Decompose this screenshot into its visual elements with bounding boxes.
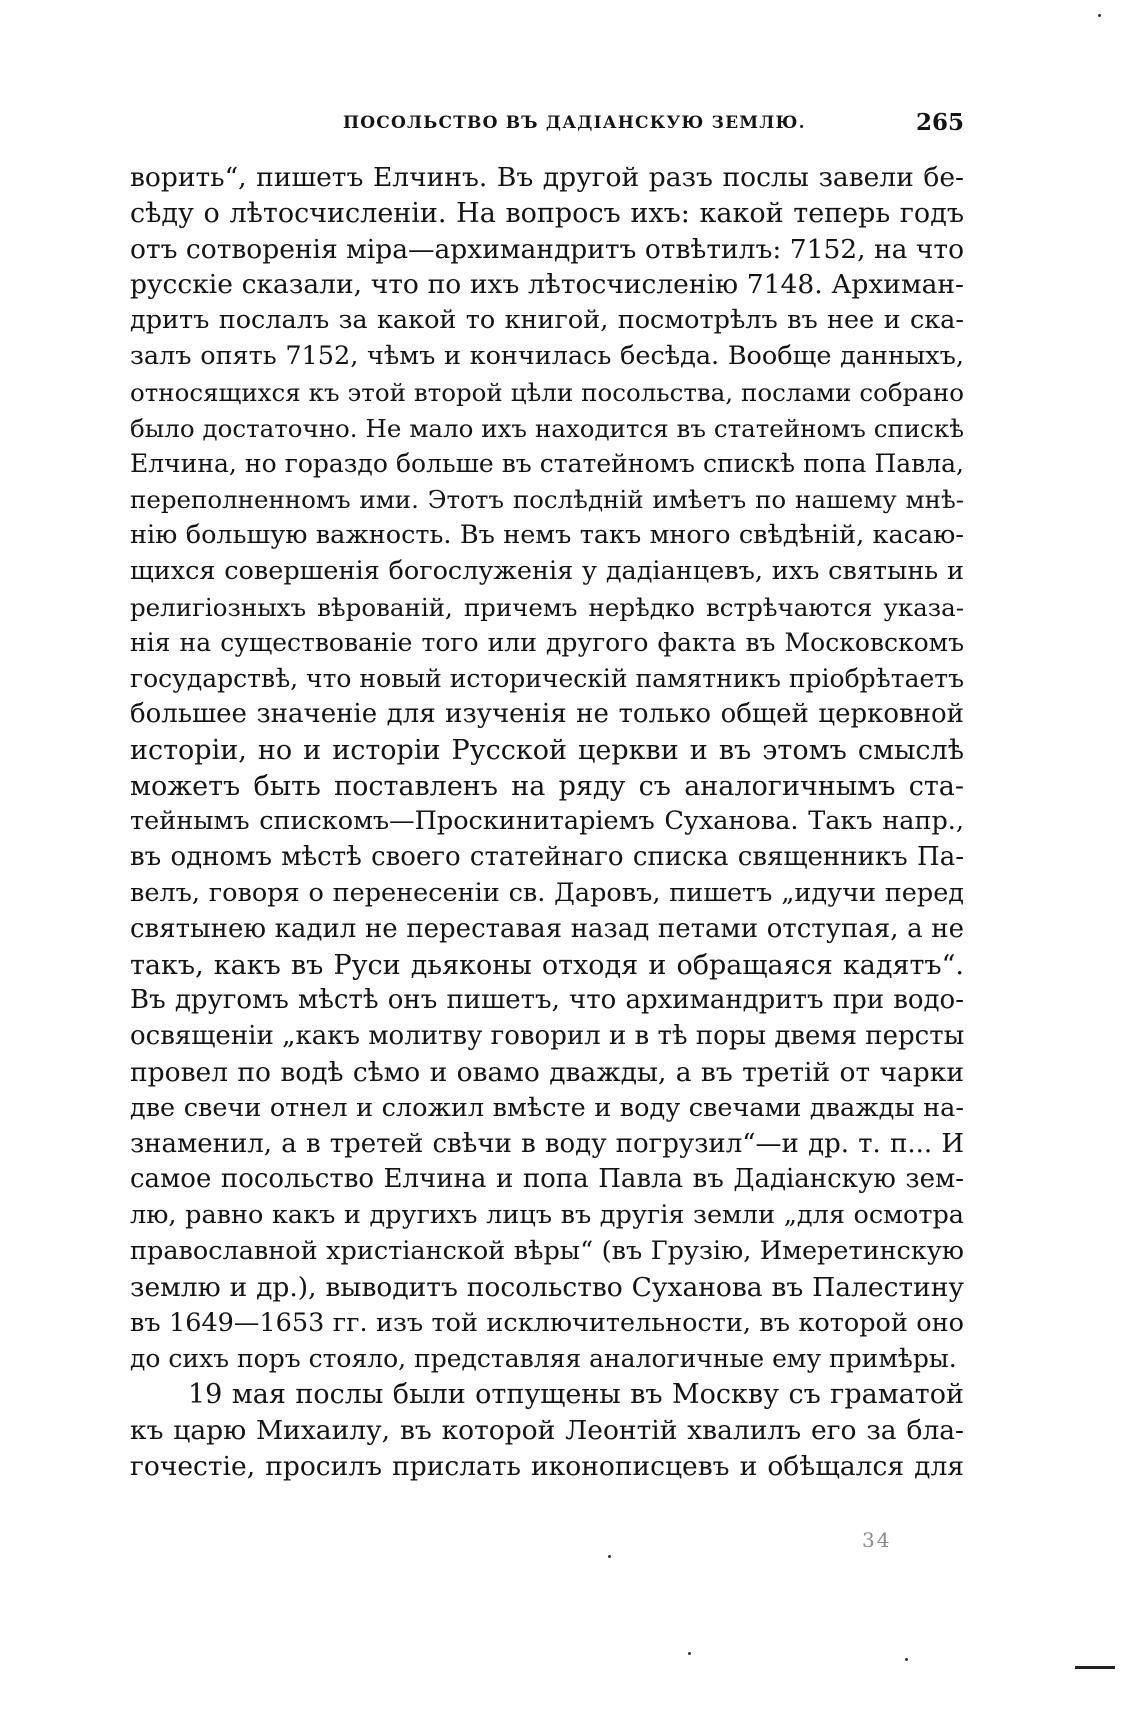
text-line: въ 1649—1653 гг. изъ той исключительности, въ которой оно (130, 1307, 964, 1338)
text-line: относящихся къ этой второй цѣли посольства, послами собрано (130, 377, 964, 407)
text-line: такъ, какъ въ Руси дьяконы отходя и обращаяся кадятъ“. (130, 949, 964, 981)
text-line: гочестіе, просилъ прислать иконописцевъ и обѣщался для (130, 1450, 964, 1482)
text-line: щихся совершенія богослуженія у дадіанцевъ, ихъ святынь и (130, 555, 964, 586)
text-line: религіозныхъ вѣрованій, причемъ нерѣдко встрѣчаются указа- (130, 592, 964, 622)
text-line: большее значеніе для изученія не только общей церковной (130, 698, 964, 729)
text-line: государствѣ, что новый историческій памятникъ пріобрѣтаетъ (130, 664, 964, 694)
text-line: освященіи „какъ молитву говорил и в тѣ поры двемя персты (130, 1021, 964, 1052)
text-line: въ одномъ мѣстѣ своего статейнаго списка священникъ Па- (130, 842, 964, 873)
text-line: Елчина, но гораздо больше въ статейномъ спискѣ попа Павла, (130, 449, 964, 479)
text-line: тейнымъ спискомъ—Проскинитаріемъ Суханова. Такъ напр., (130, 806, 964, 837)
page-number: 265 (915, 109, 964, 136)
text-line: было достаточно. Не мало ихъ находится въ статейномъ спискѣ (130, 413, 964, 443)
text-line: самое посольство Елчина и попа Павла въ Дадіанскую зем- (130, 1164, 964, 1195)
text-line: сѣду о лѣтосчисленіи. На вопросъ ихъ: какой теперь годъ (130, 197, 964, 229)
text-line: Въ другомъ мѣстѣ онъ пишетъ, что архимандритъ при водо- (130, 985, 964, 1016)
ink-speck (1098, 14, 1101, 17)
text-line: православной христіанской вѣры“ (въ Грузію, Имеретинскую (130, 1235, 964, 1266)
text-line: исторіи, но и исторіи Русской церкви и въ этомъ смыслѣ (130, 734, 964, 766)
ink-speck (608, 1555, 611, 1558)
text-line: отъ сотворенія міра—архимандритъ отвѣтилъ: 7152, на что (130, 233, 964, 265)
text-line: провел по водѣ сѣмо и овамо дважды, а въ третій от чарки (130, 1056, 964, 1088)
edge-rule (1075, 1666, 1115, 1669)
text-line: ворить“, пишетъ Елчинъ. Въ другой разъ послы завели бе- (130, 162, 964, 193)
text-line-paragraph-start: 19 мая послы были отпущены въ Москву съ граматой (188, 1379, 964, 1411)
text-line-paragraph-end: до сихъ поръ стояло, представляя аналогичные ему примѣры. (130, 1344, 957, 1374)
text-line: землю и др.), выводитъ посольство Суханова въ Палестину (130, 1271, 964, 1303)
signature-mark: 34 (862, 1528, 892, 1552)
running-head (130, 109, 964, 143)
body-text (130, 160, 964, 1484)
text-line: знаменил, а в третей свѣчи в воду погрузил“—и др. т. п... И (130, 1128, 964, 1159)
text-line: можетъ быть поставленъ на ряду съ аналогичнымъ ста- (130, 770, 964, 802)
ink-speck (905, 1658, 908, 1661)
text-line: святынею кадил не переставая назад петами отступая, а не (130, 913, 964, 944)
text-line: дритъ послалъ за какой то книгой, посмотрѣлъ въ нее и ска- (130, 305, 964, 336)
running-title: ПОСОЛЬСТВО ВЪ ДАДІАНСКУЮ ЗЕМЛЮ. (343, 113, 806, 133)
text-line: нію большую важность. Въ немъ такъ много свѣдѣній, касаю- (130, 519, 964, 550)
text-line: две свечи отнел и сложил вмѣсте и воду свечами дважды на- (130, 1092, 964, 1123)
text-line: русскіе сказали, что по ихъ лѣтосчисленію 7148. Архиман- (130, 269, 964, 301)
text-line: залъ опять 7152, чѣмъ и кончилась бесѣда. Вообще данныхъ, (130, 340, 964, 371)
text-line: велъ, говоря о перенесеніи св. Даровъ, пишетъ „идучи перед (130, 877, 964, 908)
ink-speck (688, 1652, 691, 1655)
text-line: лю, равно какъ и другихъ лицъ въ другія земли „для осмотра (130, 1200, 964, 1231)
text-line: переполненномъ ими. Этотъ послѣдній имѣетъ по нашему мнѣ- (130, 485, 964, 515)
text-line: къ царю Михаилу, въ которой Леонтій хвалилъ его за бла- (130, 1414, 964, 1446)
text-line: нія на существованіе того или другого факта въ Московскомъ (130, 628, 964, 658)
